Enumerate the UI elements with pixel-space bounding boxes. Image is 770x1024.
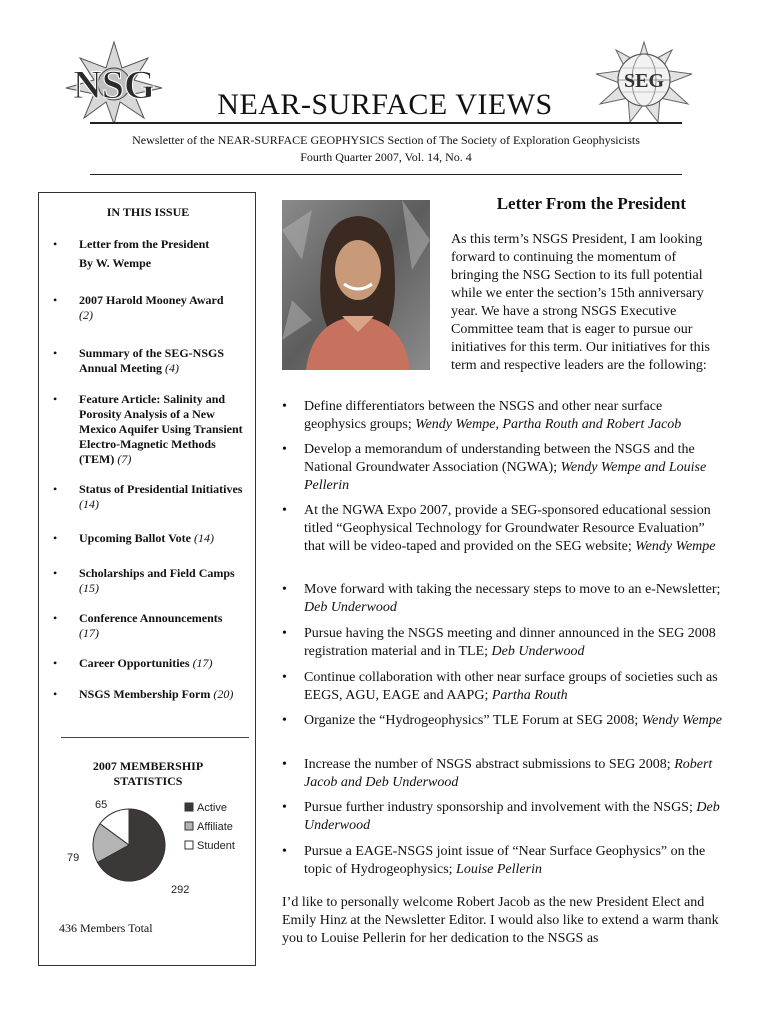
- initiative-text: Pursue a EAGE-NSGS joint issue of “Near Surface Geophysics” on the topic of Hydrogeophysics;: [304, 844, 706, 877]
- initiative-leaders: Partha Routh: [491, 688, 568, 703]
- initiative-leaders: Deb Underwood: [491, 644, 585, 659]
- header-rule: [90, 174, 682, 175]
- bullet: •: [53, 687, 58, 701]
- bullet: •: [282, 757, 287, 772]
- bullet: •: [53, 482, 58, 496]
- toc-item-title: 2007 Harold Mooney Award: [79, 293, 224, 307]
- initiative-leaders: Wendy Wempe, Partha Routh and Robert Jacob: [415, 417, 682, 432]
- newsletter-title: NEAR-SURFACE VIEWS: [217, 88, 553, 121]
- subtitle-line: Newsletter of the NEAR-SURFACE GEOPHYSICS Section of The Society of Exploration Geophysicists: [132, 133, 640, 147]
- toc-item-page: (2): [79, 308, 93, 322]
- initiative-leaders: Deb Underwood: [304, 800, 720, 833]
- initiative-text: Define differentiators between the NSGS and other near surface geophysics groups;: [304, 399, 663, 432]
- bullet: •: [282, 582, 287, 597]
- toc-item-page: (14): [194, 531, 215, 545]
- initiative-text: Move forward with taking the necessary steps to move to an e-Newsletter;: [304, 582, 721, 597]
- bullet: •: [53, 293, 58, 307]
- toc-item-title: Letter from the President: [79, 237, 210, 251]
- bullet: •: [282, 844, 287, 859]
- toc-item-title: Upcoming Ballot Vote: [79, 531, 192, 545]
- bullet: •: [53, 237, 58, 251]
- initiative-leaders: Wendy Wempe: [635, 539, 716, 554]
- bullet: •: [53, 611, 58, 625]
- pie-label-affiliate: 79: [67, 852, 80, 864]
- article-title: Letter From the President: [496, 194, 686, 213]
- initiative-leaders: Deb Underwood: [304, 600, 397, 615]
- bullet: •: [53, 656, 58, 670]
- initiative-leaders: Louise Pellerin: [456, 862, 542, 877]
- initiative-leaders: Robert Jacob and Deb Underwood: [304, 757, 713, 790]
- membership-stats-heading: [39, 759, 257, 789]
- legend-label-active: Active: [197, 802, 227, 814]
- pie-label-active: 292: [171, 884, 190, 896]
- sidebar-divider: [61, 737, 249, 738]
- legend-label-student: Student: [197, 840, 235, 852]
- president-photo: [282, 200, 430, 370]
- bullet: •: [53, 392, 58, 406]
- toc-item-byline: By W. Wempe: [79, 256, 152, 270]
- toc-item-page: (14): [79, 497, 99, 511]
- bullet: •: [282, 399, 287, 414]
- legend-swatch-affiliate: [185, 822, 193, 830]
- toc-item-page: (15): [79, 581, 99, 595]
- article-closing-paragraph: I’d like to personally welcome Robert Jacob as the new President Elect and Emily Hinz at the Newsletter Editor. I would also like to extend a warm thank you to Louise Pellerin for her dedication to the NSGS as: [282, 895, 719, 946]
- toc-item-title: Status of Presidential Initiatives: [79, 482, 243, 496]
- legend-swatch-active: [185, 803, 193, 811]
- toc-item-page: (4): [165, 361, 180, 375]
- initiative-leaders: Wendy Wempe and Louise Pellerin: [304, 460, 707, 493]
- toc-item-title: NSGS Membership Form: [79, 687, 211, 701]
- in-this-issue-sidebar: [38, 192, 256, 966]
- bullet: •: [53, 566, 58, 580]
- toc-item-title: Scholarships and Field Camps: [79, 566, 235, 580]
- bullet: •: [53, 531, 58, 545]
- initiative-text: Increase the number of NSGS abstract submissions to SEG 2008;: [304, 757, 675, 772]
- legend-label-affiliate: Affiliate: [197, 821, 233, 833]
- initiative-text: Develop a memorandum of understanding between the NSGS and the National Groundwater Association (NGWA);: [304, 442, 695, 475]
- members-total: 436 Members Total: [59, 921, 153, 935]
- pie-label-student: 65: [95, 799, 108, 811]
- seg-logo: [588, 40, 700, 124]
- bullet: •: [282, 442, 287, 457]
- bullet: •: [282, 713, 287, 728]
- stats-heading-line: STATISTICS: [113, 774, 183, 788]
- initiative-text: Continue collaboration with other near surface groups of societies such as EEGS, AGU, EAGE and AAPG;: [304, 670, 718, 703]
- issue-line: Fourth Quarter 2007, Vol. 14, No. 4: [300, 150, 472, 164]
- title-rule: [90, 122, 682, 124]
- toc-item-title: Feature Article: Salinity and Porosity Analysis of a New Mexico Aquifer Using Transient Electro-Magnetic Methods (TEM): [79, 392, 243, 466]
- toc-item-page: (7): [117, 452, 132, 466]
- stats-heading-line: 2007 MEMBERSHIP: [92, 759, 204, 773]
- toc-item-page: (17): [192, 656, 213, 670]
- initiative-text: Pursue further industry sponsorship and involvement with the NSGS;: [304, 800, 697, 815]
- nsg-logo: [44, 40, 184, 124]
- bullet: •: [282, 503, 287, 518]
- bullet: •: [53, 346, 58, 360]
- nsg-logo-text: NSG: [72, 62, 156, 107]
- toc-item-title: Conference Announcements: [79, 611, 223, 625]
- pie-legend: [185, 802, 235, 852]
- membership-pie-chart: [39, 793, 257, 905]
- bullet: •: [282, 670, 287, 685]
- toc-item-title: Career Opportunities: [79, 656, 190, 670]
- initiative-text: Pursue having the NSGS meeting and dinner announced in the SEG 2008 registration material and in TLE;: [304, 626, 716, 659]
- toc-item-title: Summary of the SEG-NSGS Annual Meeting: [79, 346, 225, 375]
- pie-slices: [93, 809, 165, 881]
- newsletter-subtitle: [90, 132, 682, 166]
- bullet: •: [282, 626, 287, 641]
- initiative-text: At the NGWA Expo 2007, provide a SEG-sponsored educational session titled “Geophysical Technology for Groundwater Resource Evaluation” that will be video-taped and provided on the SEG website;: [304, 503, 711, 554]
- toc-item-page: (17): [79, 626, 99, 640]
- legend-swatch-student: [185, 841, 193, 849]
- seg-logo-text: SEG: [623, 70, 665, 92]
- bullet: •: [282, 800, 287, 815]
- initiative-leaders: Wendy Wempe: [641, 713, 722, 728]
- toc-item-page: (20): [213, 687, 234, 701]
- article-intro: As this term’s NSGS President, I am looking forward to continuing the momentum of bringing the NSG Section to its full potential while we enter the section’s 15th anniversary year. We have a strong NSGS Executive Committee team that is eager to pursue our initiatives for this term. Our initiatives for this term and respective leaders are the following:: [451, 232, 710, 373]
- initiative-text: Organize the “Hydrogeophysics” TLE Forum at SEG 2008;: [304, 713, 642, 728]
- in-this-issue-heading: IN THIS ISSUE: [106, 205, 190, 219]
